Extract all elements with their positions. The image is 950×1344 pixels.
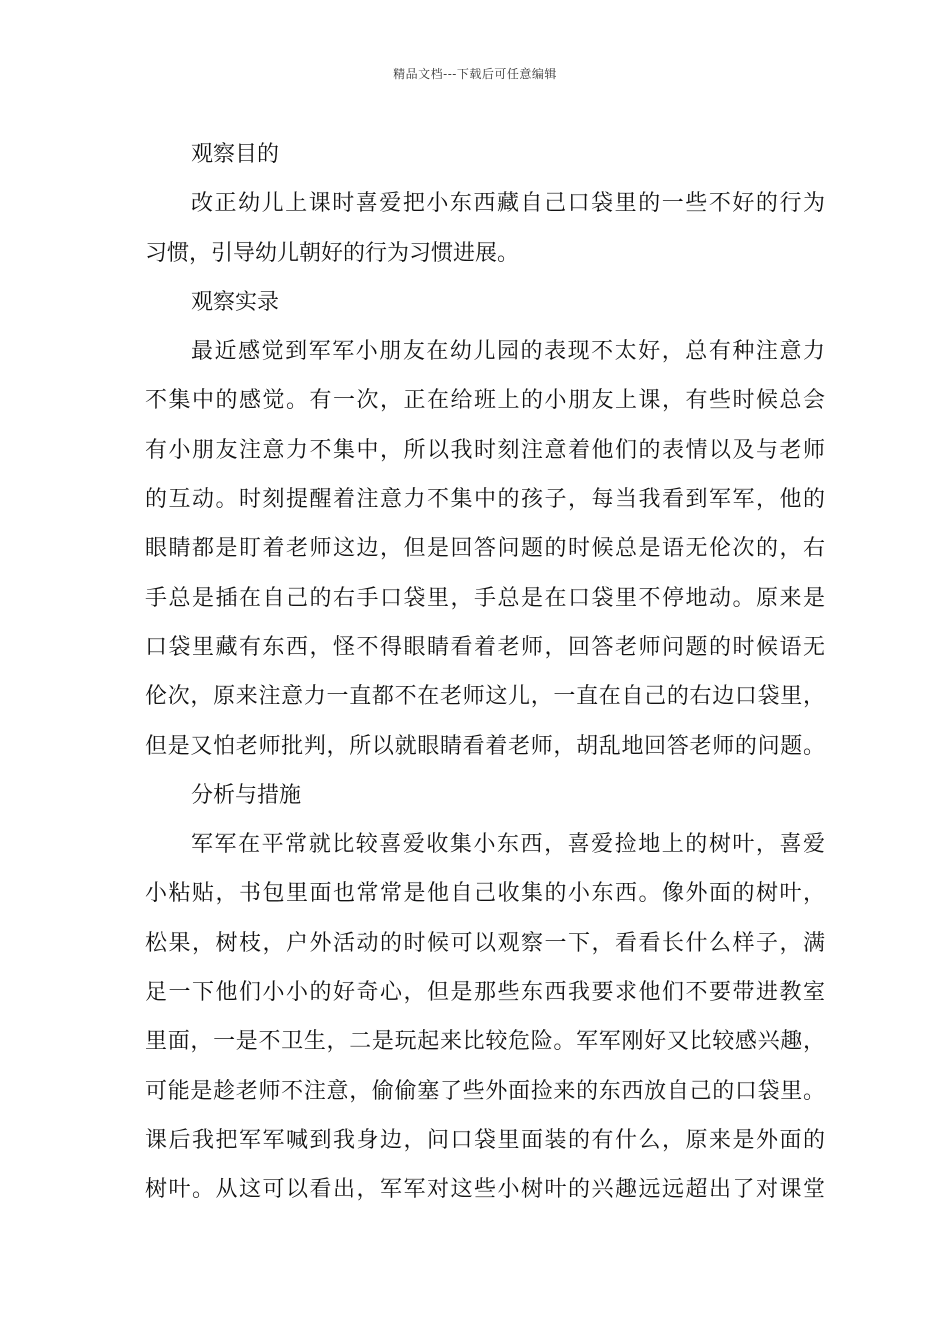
text-line: 松果，树枝，户外活动的时候可以观察一下，看看长什么样子，满 <box>145 930 825 956</box>
text-line: 观察目的 <box>191 142 280 167</box>
document-body <box>145 130 825 1215</box>
text-line: 伦次，原来注意力一直都不在老师这儿，一直在自己的右边口袋里， <box>145 684 825 710</box>
text-line: 有小朋友注意力不集中，所以我时刻注意着他们的表情以及与老师 <box>145 437 825 463</box>
text-line: 课后我把军军喊到我身边，问口袋里面装的有什么，原来是外面的 <box>145 1127 825 1153</box>
text-line: 手总是插在自己的右手口袋里，手总是在口袋里不停地动。原来是 <box>145 585 825 611</box>
text-line: 眼睛都是盯着老师这边，但是回答问题的时候总是语无伦次的，右 <box>145 536 825 562</box>
text-line: 军军在平常就比较喜爱收集小东西，喜爱捡地上的树叶，喜爱 <box>191 832 825 858</box>
text-line: 足一下他们小小的好奇心，但是那些东西我要求他们不要带进教室 <box>145 980 825 1006</box>
page-header: 精品文档---下载后可任意编辑 <box>393 67 557 81</box>
text-line: 树叶。从这可以看出，军军对这些小树叶的兴趣远远超出了对课堂 <box>145 1177 825 1203</box>
text-line: 改正幼儿上课时喜爱把小东西藏自己口袋里的一些不好的行为 <box>191 191 825 217</box>
text-line: 分析与措施 <box>191 782 302 808</box>
text-line: 小粘贴，书包里面也常常是他自己收集的小东西。像外面的树叶， <box>145 881 825 907</box>
text-line: 习惯，引导幼儿朝好的行为习惯进展。 <box>145 240 520 266</box>
text-line: 可能是趁老师不注意，偷偷塞了些外面捡来的东西放自己的口袋里。 <box>145 1078 825 1104</box>
text-line: 不集中的感觉。有一次，正在给班上的小朋友上课，有些时候总会 <box>145 388 825 414</box>
text-line: 里面，一是不卫生，二是玩起来比较危险。军军刚好又比较感兴趣， <box>145 1029 825 1055</box>
text-line: 但是又怕老师批判，所以就眼睛看着老师，胡乱地回答老师的问题。 <box>145 733 825 759</box>
text-line: 口袋里藏有东西，怪不得眼睛看着老师，回答老师问题的时候语无 <box>145 634 825 660</box>
text-line: 的互动。时刻提醒着注意力不集中的孩子，每当我看到军军，他的 <box>145 487 825 513</box>
text-line: 最近感觉到军军小朋友在幼儿园的表现不太好，总有种注意力 <box>191 339 825 365</box>
text-line: 观察实录 <box>191 289 280 315</box>
